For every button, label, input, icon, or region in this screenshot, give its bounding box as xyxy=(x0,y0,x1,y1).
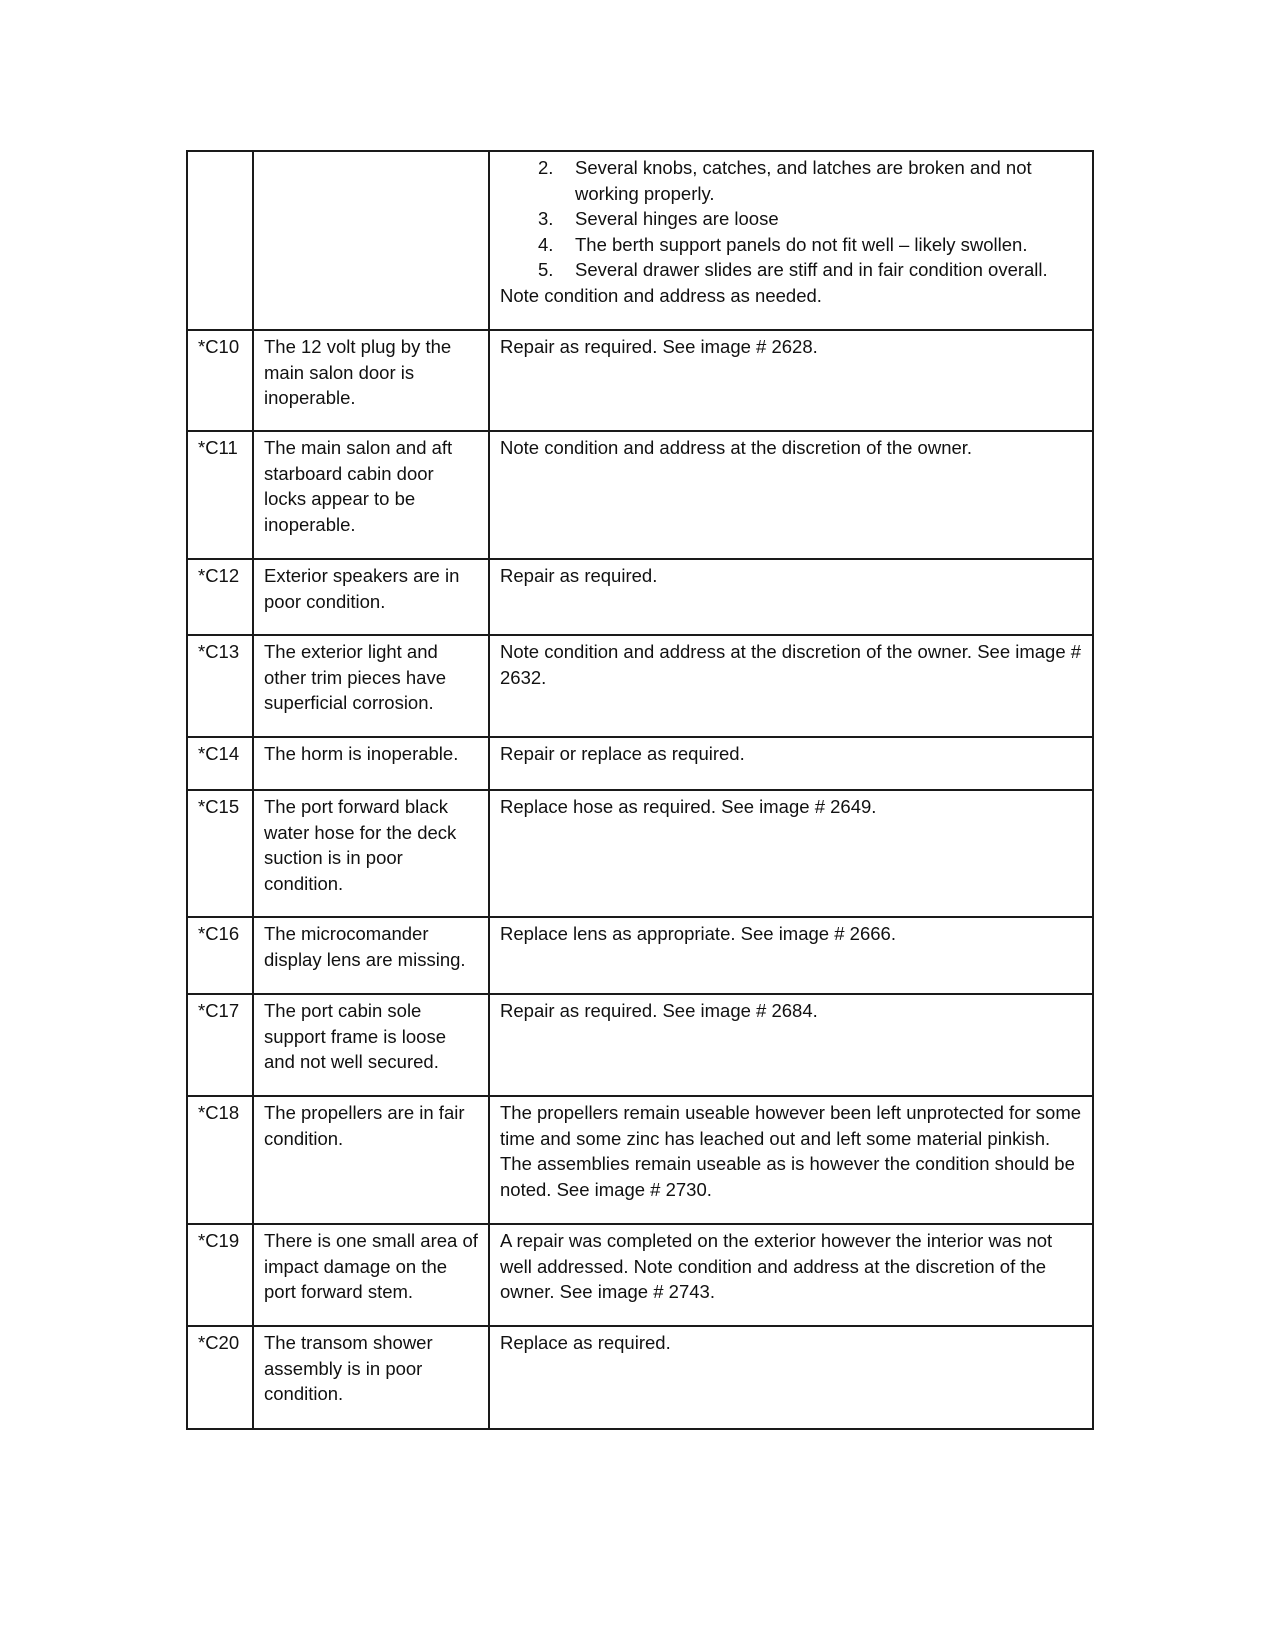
finding-recommendation-cell xyxy=(489,151,1093,330)
finding-description-cell: The 12 volt plug by the main salon door is inoperable. xyxy=(253,330,489,431)
list-item-text: Several hinges are loose xyxy=(575,208,779,229)
finding-recommendation-cell: Repair or replace as required. xyxy=(489,737,1093,790)
finding-description-cell: The horm is inoperable. xyxy=(253,737,489,790)
finding-id-cell: *C17 xyxy=(187,994,253,1096)
finding-description-cell: The main salon and aft starboard cabin door locks appear to be inoperable. xyxy=(253,431,489,559)
note-text: Note condition and address as needed. xyxy=(500,284,822,306)
finding-description-cell: The exterior light and other trim pieces have superficial corrosion. xyxy=(253,635,489,737)
finding-recommendation-cell: Repair as required. xyxy=(489,559,1093,635)
finding-description-cell: The propellers are in fair condition. xyxy=(253,1096,489,1224)
finding-recommendation-cell: Replace as required. xyxy=(489,1326,1093,1429)
table-row xyxy=(187,790,1093,917)
table-row xyxy=(187,1326,1093,1429)
table-row-continuation xyxy=(187,151,1093,330)
finding-recommendation-cell: Repair as required. See image # 2628. xyxy=(489,330,1093,431)
table-row xyxy=(187,635,1093,737)
finding-id-cell: *C19 xyxy=(187,1224,253,1326)
list-item-text: Several drawer slides are stiff and in fair condition overall. xyxy=(575,259,1048,280)
table-row xyxy=(187,917,1093,994)
finding-recommendation-cell: Replace lens as appropriate. See image # 2666. xyxy=(489,917,1093,994)
table-row xyxy=(187,559,1093,635)
finding-recommendation-cell: The propellers remain useable however been left unprotected for some time and some zinc has leached out and left some material pinkish. The assemblies remain useable as is however the condition should be noted. See image # 2730. xyxy=(489,1096,1093,1224)
table-row xyxy=(187,330,1093,431)
list-item-number: 3. xyxy=(538,208,554,229)
finding-description-cell: Exterior speakers are in poor condition. xyxy=(253,559,489,635)
list-item xyxy=(500,155,1082,206)
list-item xyxy=(500,257,1082,283)
list-item-text: The berth support panels do not fit well – likely swollen. xyxy=(575,233,1028,255)
table-row xyxy=(187,1096,1093,1224)
finding-id-cell: *C15 xyxy=(187,790,253,917)
findings-table xyxy=(186,150,1094,1430)
table-row xyxy=(187,994,1093,1096)
list-item-number: 4. xyxy=(538,233,554,255)
finding-description-cell xyxy=(253,151,489,330)
table-row xyxy=(187,737,1093,790)
list-item-number: 2. xyxy=(538,157,554,178)
list-item-text: Several knobs, catches, and latches are broken and not working properly. xyxy=(575,157,1032,204)
finding-id-cell: *C14 xyxy=(187,737,253,790)
finding-description-cell: The port forward black water hose for the deck suction is in poor condition. xyxy=(253,790,489,917)
table-row xyxy=(187,1224,1093,1326)
finding-recommendation-cell: Note condition and address at the discretion of the owner. xyxy=(489,431,1093,559)
list-item xyxy=(500,232,1082,258)
finding-id-cell: *C11 xyxy=(187,431,253,559)
finding-id-cell: *C13 xyxy=(187,635,253,737)
table-row xyxy=(187,431,1093,559)
finding-id-cell: *C10 xyxy=(187,330,253,431)
finding-description-cell: The transom shower assembly is in poor condition. xyxy=(253,1326,489,1429)
finding-description-cell: There is one small area of impact damage on the port forward stem. xyxy=(253,1224,489,1326)
finding-id-cell: *C16 xyxy=(187,917,253,994)
list-item-number: 5. xyxy=(538,259,554,280)
finding-description-cell: The microcomander display lens are missing. xyxy=(253,917,489,994)
finding-recommendation-cell: A repair was completed on the exterior however the interior was not well addressed. Note condition and address at the discretion of the owner. See image # 2743. xyxy=(489,1224,1093,1326)
finding-recommendation-cell: Replace hose as required. See image # 2649. xyxy=(489,790,1093,917)
list-item xyxy=(500,206,1082,232)
finding-id-cell: *C18 xyxy=(187,1096,253,1224)
finding-id-cell: *C20 xyxy=(187,1326,253,1429)
finding-description-cell: The port cabin sole support frame is loose and not well secured. xyxy=(253,994,489,1096)
finding-id-cell: *C12 xyxy=(187,559,253,635)
finding-id-cell xyxy=(187,151,253,330)
finding-recommendation-cell: Repair as required. See image # 2684. xyxy=(489,994,1093,1096)
finding-recommendation-cell: Note condition and address at the discretion of the owner. See image # 2632. xyxy=(489,635,1093,737)
